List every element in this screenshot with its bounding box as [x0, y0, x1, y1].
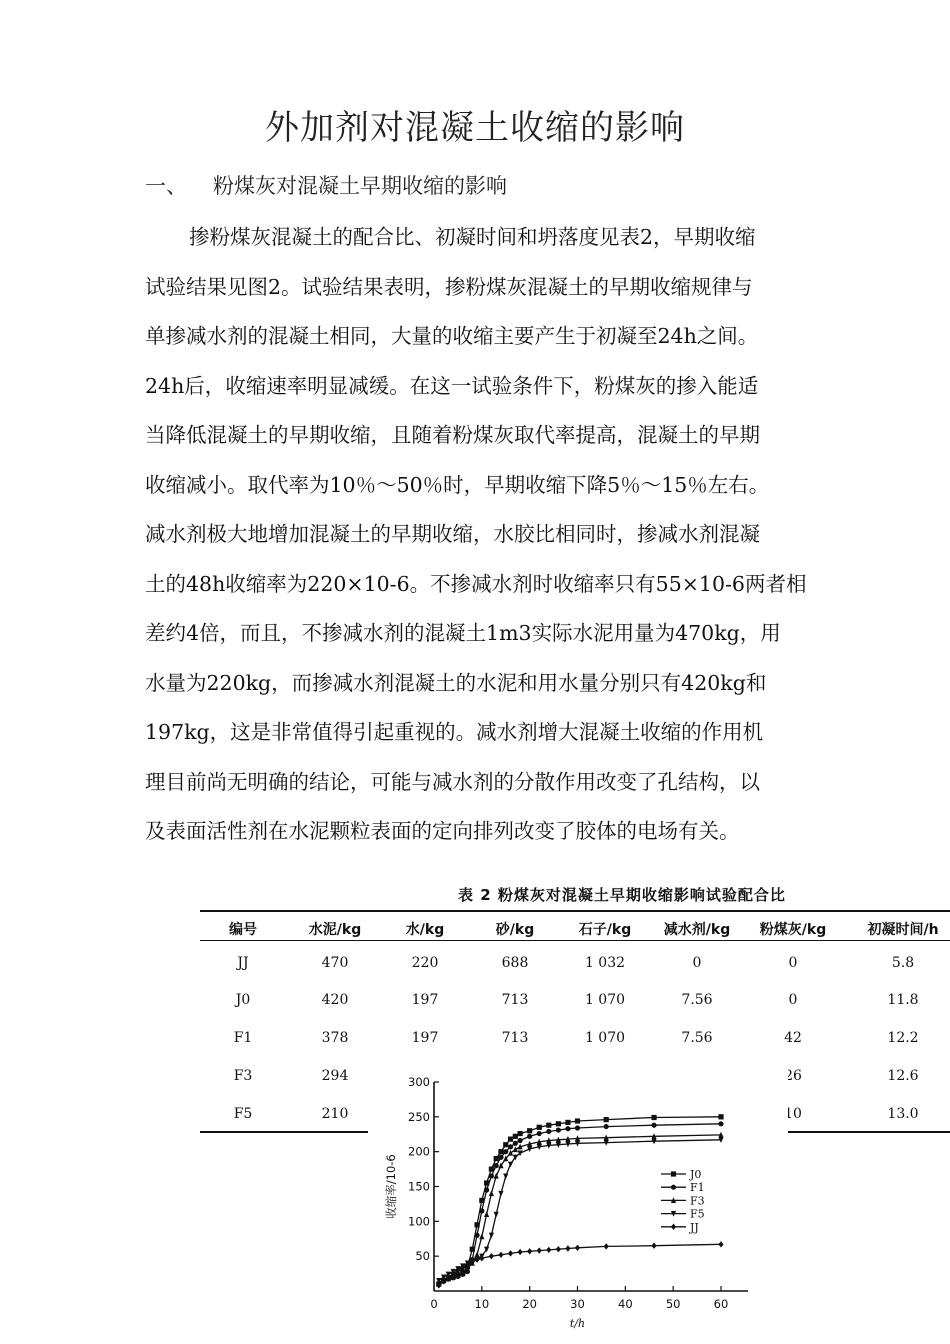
legend-label: JJ [690, 1220, 699, 1234]
section-number: 一、 [145, 174, 187, 198]
table-cell: 197 [411, 992, 439, 1008]
paragraph-line: 土的48h收缩率为220×10-6。不掺减水剂时收缩率只有55×10-6两者相 [145, 571, 807, 596]
table-cell: 713 [501, 992, 529, 1008]
data-point [556, 1246, 561, 1252]
data-point [460, 1272, 465, 1277]
paragraph-line: 197kg，这是非常值得引起重视的。减水剂增大混凝土收缩的作用机 [145, 720, 764, 744]
data-point [494, 1173, 499, 1179]
table-cell: 713 [501, 1030, 529, 1046]
x-tick-label: 0 [430, 1297, 438, 1311]
table-cell: 13.0 [887, 1106, 919, 1122]
paragraph-line: 理目前尚无明确的结论，可能与减水剂的分散作用改变了孔结构，以 [145, 769, 760, 794]
data-point [508, 1144, 513, 1149]
data-point [671, 1224, 676, 1230]
shrinkage-chart [368, 1068, 788, 1344]
table-cell: 26 [784, 1068, 802, 1084]
table-cell: 0 [788, 955, 798, 971]
x-axis-label: t/h [569, 1317, 586, 1330]
data-point [465, 1269, 470, 1274]
table-cell: 420 [321, 992, 349, 1008]
legend-label: F3 [690, 1194, 705, 1208]
data-point [494, 1212, 499, 1218]
table-top-rule [200, 910, 950, 912]
table-cell: 470 [321, 955, 349, 971]
data-point [565, 1126, 570, 1131]
data-point [503, 1149, 508, 1154]
data-point [474, 1233, 479, 1238]
table-cell: 688 [501, 955, 529, 971]
legend-label: F5 [690, 1207, 705, 1221]
x-tick-label: 20 [522, 1297, 537, 1311]
x-tick-label: 40 [618, 1297, 633, 1311]
paragraph-line: 单掺减水剂的混凝土相同，大量的收缩主要产生于初凝至24h之间。 [145, 324, 759, 348]
y-tick-label: 100 [408, 1214, 430, 1229]
data-point [455, 1274, 460, 1279]
data-point [546, 1247, 551, 1253]
table-cell: 294 [321, 1068, 349, 1084]
data-point [537, 1247, 542, 1253]
data-point [718, 1121, 723, 1126]
table-cell: J0 [235, 992, 251, 1008]
table-header-cell: 石子/kg [578, 922, 632, 938]
table-cell: 7.56 [681, 992, 713, 1008]
data-point [671, 1185, 676, 1190]
data-point [565, 1245, 570, 1251]
data-point [498, 1252, 503, 1258]
data-point [479, 1255, 484, 1261]
table-cell: F1 [233, 1030, 253, 1046]
x-tick-label: 10 [474, 1297, 490, 1311]
table-cell: 7.56 [681, 1030, 713, 1046]
data-point [518, 1131, 523, 1136]
table-cell: 0 [788, 992, 798, 1008]
data-point [494, 1163, 499, 1168]
table-cell: 11.8 [887, 992, 919, 1008]
data-point [604, 1124, 609, 1129]
table-header-cell: 粉煤灰/kg [759, 922, 827, 938]
section-title: 粉煤灰对混凝土早期收缩的影响 [213, 174, 507, 198]
data-point [575, 1118, 580, 1123]
data-point [718, 1114, 723, 1119]
section-heading [145, 170, 507, 200]
paragraph-line: 掺粉煤灰混凝土的配合比、初凝时间和坍落度见表2，早期收缩 [189, 225, 756, 249]
paragraph-line: 收缩减小。取代率为10％～50％时，早期收缩下降5％～15％左右。 [145, 472, 770, 497]
data-point [489, 1233, 494, 1239]
table-header-rule [200, 940, 950, 941]
table-header-cell: 初凝时间/h [867, 922, 939, 938]
table-cell: 5.8 [891, 955, 915, 971]
data-point [575, 1245, 580, 1251]
data-point [508, 1137, 513, 1142]
x-tick-label: 30 [570, 1297, 585, 1311]
data-point [527, 1134, 532, 1139]
data-point [537, 1125, 542, 1130]
table-header-cell: 编号 [229, 922, 257, 938]
table-cell: JJ [237, 955, 249, 971]
y-tick-label: 50 [415, 1249, 430, 1264]
data-point [498, 1149, 503, 1154]
data-point [489, 1253, 494, 1259]
table-cell: 1 070 [584, 1030, 626, 1046]
data-point [671, 1171, 676, 1176]
table-cell: 1 070 [584, 992, 626, 1008]
y-tick-label: 300 [408, 1075, 430, 1089]
data-point [513, 1141, 518, 1146]
x-tick-label: 60 [713, 1297, 729, 1311]
data-point [546, 1129, 551, 1134]
table-cell: F5 [233, 1106, 253, 1122]
data-point [527, 1248, 532, 1254]
data-point [518, 1138, 523, 1143]
data-point [575, 1125, 580, 1130]
table-cell: 197 [411, 1030, 439, 1046]
series-line-jj [439, 1244, 721, 1285]
data-point [503, 1173, 508, 1179]
paragraph-line: 当降低混凝土的早期收缩，且随着粉煤灰取代率提高，混凝土的早期 [145, 423, 760, 447]
paragraph-line: 减水剂极大地增加混凝土的早期收缩，水胶比相同时，掺减水剂混凝 [145, 522, 760, 546]
table-cell: 378 [321, 1030, 349, 1046]
table-cell: F3 [233, 1068, 253, 1084]
data-point [565, 1120, 570, 1125]
body-paragraph [145, 213, 810, 857]
table-cell: 220 [411, 955, 439, 971]
data-point [498, 1191, 503, 1197]
table-cell: 210 [321, 1106, 349, 1122]
table-caption: 表 2 粉煤灰对混凝土早期收缩影响试验配合比 [458, 886, 786, 904]
document-title: 外加剂对混凝土收缩的影响 [265, 108, 685, 148]
data-point [494, 1156, 499, 1161]
data-point [651, 1243, 656, 1249]
data-point [479, 1233, 484, 1239]
y-tick-label: 250 [408, 1109, 430, 1124]
paragraph-line: 试验结果见图2。试验结果表明，掺粉煤灰混凝土的早期收缩规律与 [145, 274, 753, 299]
x-tick-label: 50 [665, 1297, 681, 1311]
table-header-cell: 水/kg [405, 922, 445, 938]
data-point [489, 1190, 494, 1196]
table-cell: 12.2 [887, 1030, 919, 1046]
data-point [651, 1115, 656, 1120]
data-point [537, 1131, 542, 1136]
table-header-cell: 砂/kg [495, 922, 535, 938]
data-point [484, 1187, 489, 1192]
data-point [498, 1155, 503, 1160]
data-point [556, 1121, 561, 1126]
table-cell: 10 [784, 1106, 802, 1122]
table-cell: 12.6 [887, 1068, 919, 1084]
data-point [489, 1173, 494, 1178]
paragraph-line: 水量为220kg，而掺减水剂混凝土的水泥和用水量分别只有420kg和 [145, 670, 767, 695]
paragraph-line: 24h后，收缩速率明显减缓。在这一试验条件下，粉煤灰的掺入能适 [145, 373, 759, 398]
table-cell: 42 [784, 1030, 802, 1046]
data-point [518, 1249, 523, 1255]
data-point [513, 1134, 518, 1139]
table-cell: 0 [692, 955, 702, 971]
data-point [508, 1162, 513, 1168]
shrinkage-chart-svg [368, 1068, 788, 1344]
y-axis-label: 收缩率/10-6 [384, 1154, 398, 1219]
legend-label: F1 [690, 1181, 705, 1195]
table-header-cell: 减水剂/kg [663, 922, 731, 938]
data-point [508, 1250, 513, 1256]
paragraph-line: 及表面活性剂在水泥颗粒表面的定向排列改变了胶体的电场有关。 [145, 819, 740, 843]
data-point [527, 1128, 532, 1133]
data-point [718, 1241, 723, 1247]
y-tick-label: 200 [408, 1144, 430, 1159]
data-point [484, 1211, 489, 1217]
paragraph-line: 差约4倍，而且，不掺减水剂的混凝土1m3实际水泥用量为470kg，用 [145, 621, 781, 645]
table-header-cell: 水泥/kg [308, 922, 362, 938]
legend-label: J0 [690, 1168, 702, 1181]
data-point [508, 1150, 513, 1156]
y-tick-label: 150 [408, 1179, 430, 1194]
table-cell: 1 032 [584, 955, 626, 971]
data-point [546, 1123, 551, 1128]
data-point [479, 1208, 484, 1213]
data-point [604, 1117, 609, 1122]
data-point [604, 1243, 609, 1249]
data-point [556, 1127, 561, 1132]
data-point [651, 1123, 656, 1128]
data-point [503, 1142, 508, 1147]
